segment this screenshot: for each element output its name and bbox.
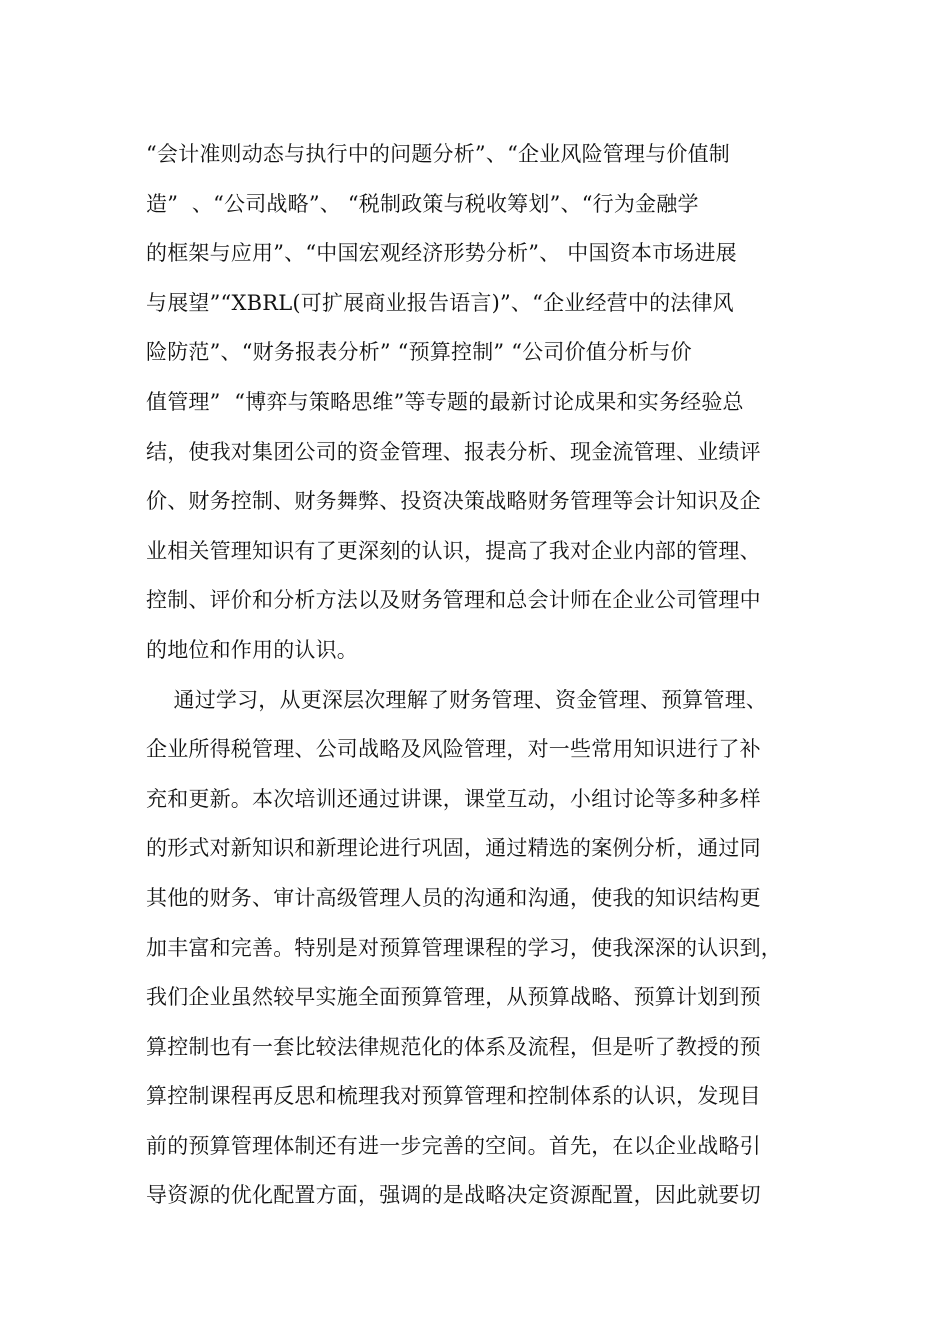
text-line: 的形式对新知识和新理论进行巩固，通过精选的案例分析，通过同 [146, 836, 761, 861]
text-line: 其他的财务、审计高级管理人员的沟通和沟通，使我的知识结构更 [146, 885, 761, 910]
text-line: 价、财务控制、财务舞弊、投资决策战略财务管理等会计知识及企 [146, 489, 761, 514]
text-line: 的地位和作用的认识。 [146, 637, 358, 662]
text-line: “会计准则动态与执行中的问题分析”、“企业风险管理与价值制 [146, 142, 731, 166]
text-line: 业相关管理知识有了更深刻的认识，提高了我对企业内部的管理、 [146, 538, 761, 563]
text-line: 值管理” “博弈与策略思维”等专题的最新讨论成果和实务经验总 [146, 389, 744, 414]
text-line: 充和更新。本次培训还通过讲课，课堂互动，小组讨论等多种多样 [146, 786, 761, 811]
text-line: 我们企业虽然较早实施全面预算管理，从预算战略、预算计划到预 [146, 985, 761, 1010]
text-line: 结，使我对集团公司的资金管理、报表分析、现金流管理、业绩评 [146, 439, 761, 464]
text-line: 算控制课程再反思和梳理我对预算管理和控制体系的认识，发现目 [146, 1084, 761, 1109]
text-line: 险防范”、“财务报表分析” “预算控制” “公司价值分析与价 [146, 340, 692, 365]
body-text [146, 130, 826, 1221]
text-line: 企业所得税管理、公司战略及风险管理，对一些常用知识进行了补 [146, 737, 761, 762]
text-line: 造” 、“公司战略”、 “税制政策与税收筹划”、“行为金融学 [146, 191, 699, 216]
text-line: 前的预算管理体制还有进一步完善的空间。首先，在以企业战略引 [146, 1133, 761, 1158]
text-line: 通过学习，从更深层次理解了财务管理、资金管理、预算管理、 [146, 687, 768, 712]
text-line: 控制、评价和分析方法以及财务管理和总会计师在企业公司管理中 [146, 588, 761, 613]
text-line: 的框架与应用”、“中国宏观经济形势分析”、 中国资本市场进展 [146, 241, 737, 266]
text-line: 加丰富和完善。特别是对预算管理课程的学习，使我深深的认识到， [146, 935, 782, 960]
text-line: 算控制也有一套比较法律规范化的体系及流程，但是听了教授的预 [146, 1034, 761, 1059]
text-line: 导资源的优化配置方面，强调的是战略决定资源配置，因此就要切 [146, 1183, 761, 1208]
text-line: 与展望”“XBRL(可扩展商业报告语言)”、“企业经营中的法律风 [146, 290, 734, 315]
